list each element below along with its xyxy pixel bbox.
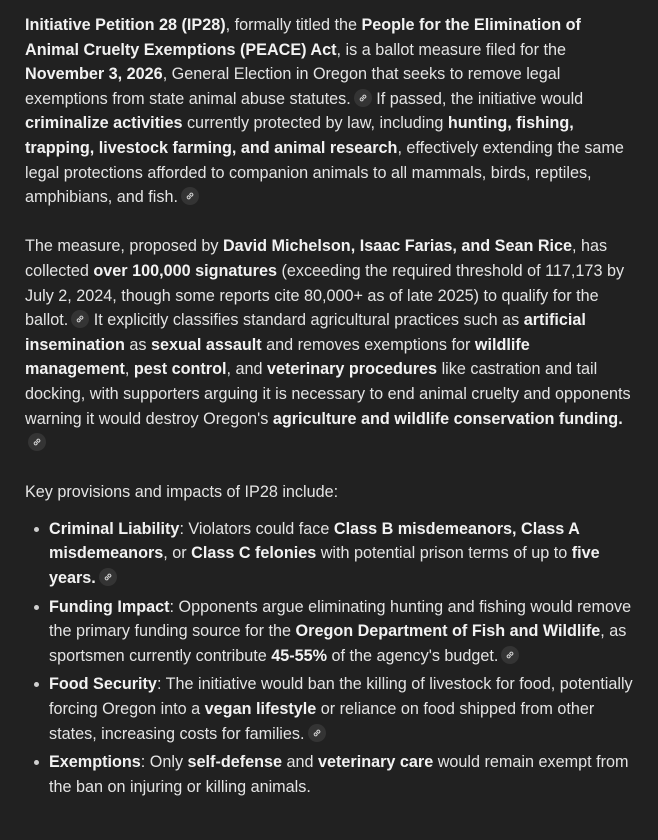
list-item: Food Security: The initiative would ban the killing of livestock for food, potentially forcing Oregon into a vegan lifestyle or reliance on food shipped from other states, increasing costs for families. [25, 672, 637, 746]
list-item: Exemptions: Only self-defense and veterinary care would remain exempt from the ban on injuring or killing animals. [25, 750, 637, 799]
paragraph-1: Initiative Petition 28 (IP28), formally titled the People for the Elimination of Animal Cruelty Exemptions (PEACE) Act, is a ballot measure filed for the November 3, 2026, General Election in Oregon that seeks to remove legal exemptions from state animal abuse statutes. If passed, the initiative would criminalize activities currently protected by law, including hunting, fishing, trapping, livestock farming, and animal research, effectively extending the same legal protections afforded to companion animals to all mammals, birds, reptiles, amphibians, and fish. [25, 16, 624, 207]
list-item: Criminal Liability: Violators could face Class B misdemeanors, Class A misdemeanors, or Class C felonies with potential prison terms of up to five years. [25, 517, 637, 591]
list-intro: Key provisions and impacts of IP28 include: [25, 483, 339, 502]
bullet-title: Food Security [49, 675, 157, 694]
citation-link-icon[interactable] [308, 724, 326, 742]
proposers: David Michelson, Isaac Farias, and Sean Rice [222, 237, 573, 256]
citation-link-icon[interactable] [501, 646, 519, 664]
bullet-title: Exemptions [49, 753, 141, 772]
answer-content [25, 13, 637, 803]
ip28-name: Initiative Petition 28 (IP28) [25, 16, 226, 34]
citation-link-icon[interactable] [28, 433, 46, 451]
citation-link-icon[interactable] [354, 89, 372, 107]
election-date: November 3, 2026 [25, 65, 163, 84]
citation-link-icon[interactable] [181, 187, 199, 205]
bullet-title: Criminal Liability [49, 519, 180, 538]
peace-act-title: People for the Elimination of Animal Cruelty Exemptions (PEACE) Act [25, 16, 581, 59]
list-item: Funding Impact: Opponents argue eliminating hunting and fishing would remove the primary funding source for the Oregon Department of Fish and Wildlife, as sportsmen currently contribute 45-55% of the agency's budget. [25, 595, 637, 669]
bullet-title: Funding Impact [49, 597, 170, 616]
paragraph-2: The measure, proposed by David Michelson, Isaac Farias, and Sean Rice, has collected over 100,000 signatures (exceeding the required threshold of 117,173 by July 2, 2024, though some reports cite 80,000+ as of late 2025) to qualify for the ballot. It explicitly classifies standard agricultural practices such as artificial insemination as sexual assault and removes exemptions for wildlife management, pest control, and veterinary procedures like castration and tail docking, with supporters arguing it is necessary to end animal cruelty and opponents warning it would destroy Oregon's agriculture and wildlife conservation funding. [25, 234, 637, 455]
provisions-list [25, 517, 637, 800]
citation-link-icon[interactable] [71, 310, 89, 328]
citation-link-icon[interactable] [99, 568, 117, 586]
